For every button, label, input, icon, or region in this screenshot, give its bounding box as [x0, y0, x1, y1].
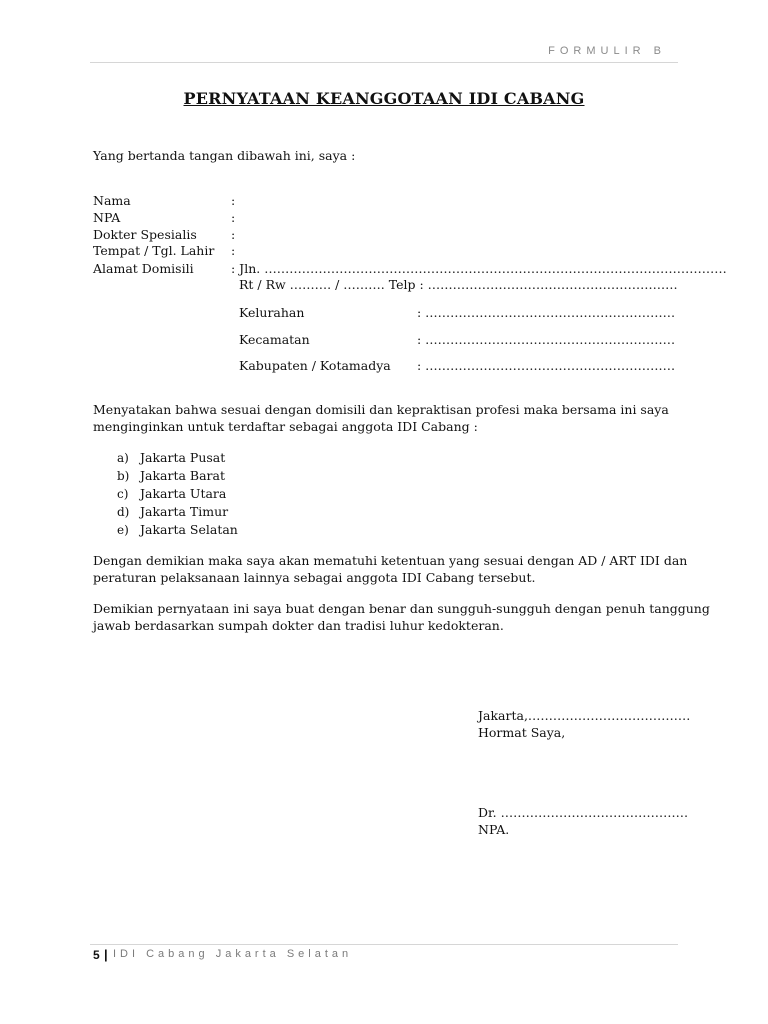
signature-name-line: Dr. ……………………………………… [478, 805, 689, 820]
statement-line-2: menginginkan untuk terdaftar sebagai anggota IDI Cabang : [93, 419, 478, 434]
address-rt-rw-telp: Rt / Rw ………. / ………. Telp : …………………………………………………… [239, 277, 678, 292]
address-value-kabupaten: : …………………………………………………… [417, 358, 676, 373]
footer-rule [90, 944, 678, 945]
header-rule [90, 62, 678, 63]
address-value-kelurahan: : …………………………………………………… [417, 305, 676, 320]
page-number: 5 [93, 948, 100, 962]
field-label-npa: NPA [93, 210, 121, 225]
address-value-kecamatan: : …………………………………………………… [417, 332, 676, 347]
field-sep-dokter-spesialis: : [231, 227, 236, 242]
option-jakarta-utara: Jakarta Utara [140, 486, 227, 501]
option-marker: b) [117, 469, 130, 483]
signature-closing: Hormat Saya, [478, 725, 566, 740]
option-jakarta-barat: Jakarta Barat [140, 468, 226, 483]
address-label-kelurahan: Kelurahan [239, 305, 305, 320]
option-marker: a) [117, 451, 129, 465]
intro-text: Yang bertanda tangan dibawah ini, saya : [93, 148, 356, 163]
document-title: PERNYATAAN KEANGGOTAAN IDI CABANG [183, 89, 585, 108]
field-value-alamat-jalan: : Jln. ………………………………………………………………………………………………… [231, 261, 727, 276]
option-jakarta-pusat: Jakarta Pusat [140, 450, 226, 465]
field-label-alamat-domisili: Alamat Domisili [93, 261, 194, 276]
option-marker: e) [117, 523, 129, 537]
field-sep-tempat-tgl-lahir: : [231, 243, 236, 258]
field-label-tempat-tgl-lahir: Tempat / Tgl. Lahir [93, 243, 215, 258]
footer-organization: IDI Cabang Jakarta Selatan [113, 948, 353, 960]
signature-npa: NPA. [478, 822, 510, 837]
option-marker: d) [117, 505, 130, 519]
field-sep-nama: : [231, 193, 236, 208]
option-jakarta-selatan: Jakarta Selatan [140, 522, 238, 537]
option-jakarta-timur: Jakarta Timur [140, 504, 229, 519]
address-label-kecamatan: Kecamatan [239, 332, 310, 347]
statement-line-1: Menyatakan bahwa sesuai dengan domisili dan kepraktisan profesi maka bersama ini saya [93, 402, 669, 417]
field-label-nama: Nama [93, 193, 131, 208]
paragraph-declaration-line-1: Demikian pernyataan ini saya buat dengan benar dan sungguh-sungguh dengan penuh tanggung [93, 601, 710, 616]
signature-place-date: Jakarta,………………………………… [478, 708, 691, 723]
form-label: FORMULIR B [548, 45, 666, 57]
field-label-dokter-spesialis: Dokter Spesialis [93, 227, 197, 242]
footer-separator: | [104, 947, 108, 962]
option-marker: c) [117, 487, 129, 501]
field-sep-npa: : [231, 210, 236, 225]
paragraph-compliance-line-1: Dengan demikian maka saya akan mematuhi ketentuan yang sesuai dengan AD / ART IDI dan [93, 553, 688, 568]
paragraph-compliance-line-2: peraturan pelaksanaan lainnya sebagai anggota IDI Cabang tersebut. [93, 570, 536, 585]
address-label-kabupaten: Kabupaten / Kotamadya [239, 358, 391, 373]
paragraph-declaration-line-2: jawab berdasarkan sumpah dokter dan tradisi luhur kedokteran. [93, 618, 504, 633]
